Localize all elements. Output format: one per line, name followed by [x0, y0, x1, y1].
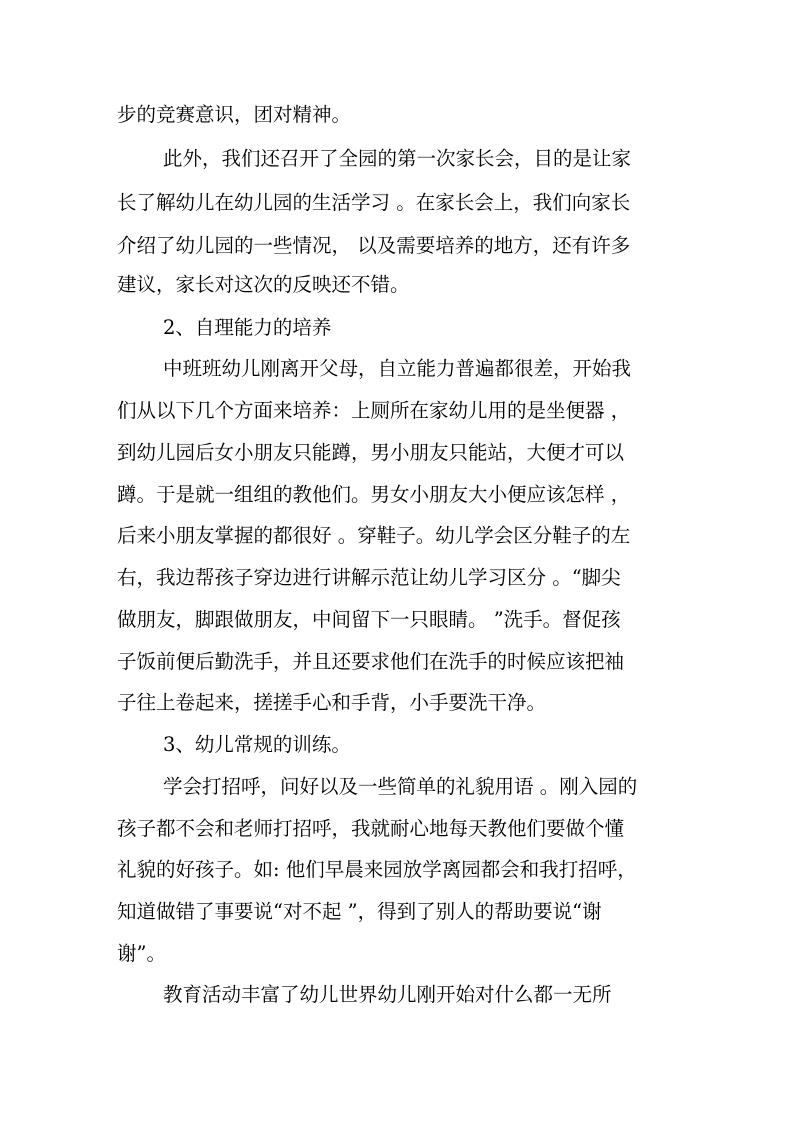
text-line-8: 们从以下几个方面来培养：上厕所在家幼儿用的是坐便器 ，	[117, 399, 631, 422]
text-line-18: 孩子都不会和老师打招呼，我就耐心地每天教他们要做个懂	[117, 817, 625, 840]
text-line-1: 步的竞赛意识，团对精神。	[117, 103, 352, 126]
text-line-7: 中班班幼儿刚离开父母，自立能力普遍都很差，开始我	[163, 357, 632, 380]
text-line-21: 谢”。	[117, 942, 166, 965]
text-line-17: 学会打招呼，问好以及一些简单的礼貌用语 。刚入园的	[163, 775, 638, 798]
text-line-5: 建议，家长对这次的反映还不错。	[117, 273, 410, 296]
text-line-3: 长了解幼儿在幼儿园的生活学习 。在家长会上，我们向家长	[117, 191, 631, 214]
text-line-13: 做朋友，脚跟做朋友，中间留下一只眼睛。 ”洗手。督促孩	[117, 608, 621, 631]
text-line-19: 礼貌的好孩子。如: 他们早晨来园放学离园都会和我打招呼，	[117, 858, 637, 881]
text-line-20: 知道做错了事要说“对不起 ”，得到了别人的帮助要说“谢	[117, 900, 602, 923]
text-line-12: 右，我边帮孩子穿边进行讲解示范让幼儿学习区分 。“脚尖	[117, 566, 621, 589]
text-line-22: 教育活动丰富了幼儿世界幼儿刚开始对什么都一无所	[163, 983, 612, 1006]
text-line-4: 介绍了幼儿园的一些情况， 以及需要培养的地方，还有许多	[117, 234, 631, 257]
section-heading-2: 2、自理能力的培养	[163, 316, 332, 339]
text-line-15: 子往上卷起来，搓搓手心和手背，小手要洗干净。	[117, 691, 547, 714]
text-line-10: 蹲。于是就一组组的教他们。男女小朋友大小便应该怎样 ，	[117, 483, 631, 506]
text-line-2: 此外，我们还召开了全园的第一次家长会，目的是让家	[163, 147, 632, 170]
text-line-11: 后来小朋友掌握的都很好 。穿鞋子。幼儿学会区分鞋子的左	[117, 524, 631, 547]
text-line-9: 到幼儿园后女小朋友只能蹲，男小朋友只能站，大便才可以	[117, 441, 625, 464]
text-line-14: 子饭前便后勤洗手，并且还要求他们在洗手的时候应该把袖	[117, 650, 625, 673]
section-heading-3: 3、幼儿常规的训练。	[163, 733, 351, 756]
